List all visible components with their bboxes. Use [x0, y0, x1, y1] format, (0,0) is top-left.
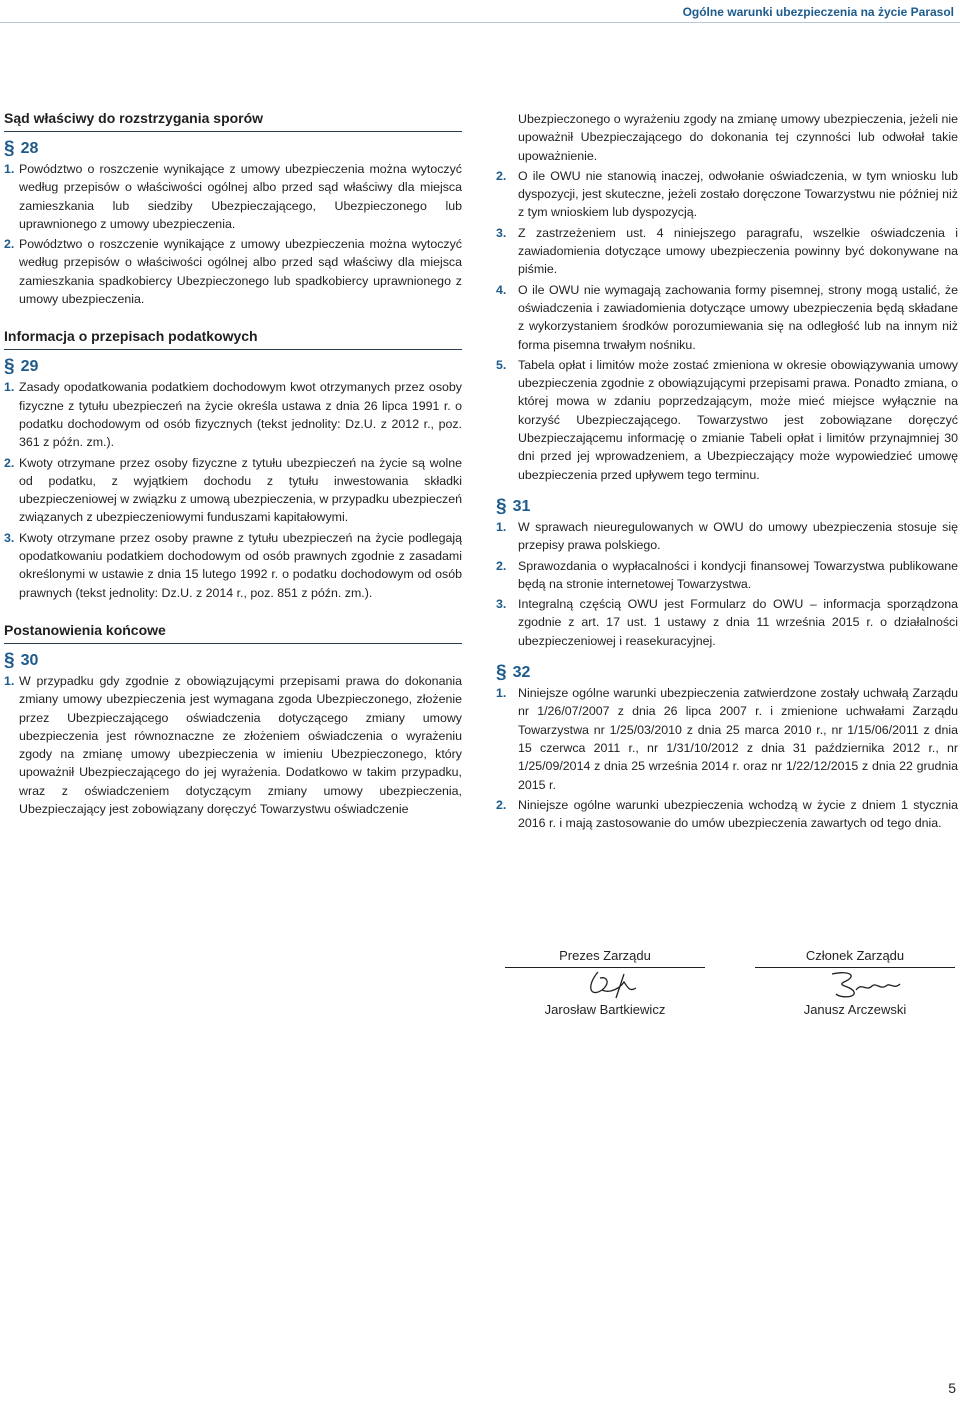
- paragraph-number: 29: [20, 358, 39, 376]
- list-item: [496, 167, 958, 222]
- list-item: [496, 356, 958, 484]
- list-item: [496, 224, 958, 279]
- left-column: [4, 110, 462, 818]
- list-item-continuation: [496, 110, 958, 165]
- item-number: 2.: [4, 455, 15, 470]
- paragraph-number: 31: [512, 497, 531, 515]
- item-text: Powództwo o roszczenie wynikające z umowy ubezpieczenia można wytoczyć według przepisów o właściwości ogólnej albo przed sąd właściwy dla miejsca zamieszkania spadkobiercy Ubezpieczonego lub spadkobiercy uprawnionego z umowy ubezpieczenia.: [19, 237, 462, 307]
- section-sign-icon: §: [4, 356, 15, 378]
- paragraph-number: 30: [20, 651, 39, 669]
- paragraph-28-heading: [4, 138, 462, 160]
- item-text: O ile OWU nie wymagają zachowania formy pisemnej, strony mogą ustalić, że oświadczenia i zawiadomienia dotyczące umowy ubezpieczenia będą składane z wykorzystaniem środków porozumiewania się na odległość lub na innym niż forma pisemna trwałym nośniku.: [518, 282, 958, 352]
- list-item: [4, 378, 462, 451]
- item-text: Niniejsze ogólne warunki ubezpieczenia zatwierdzone zostały uchwałą Zarządu nr 1/26/07/2007 z dnia 26 lipca 2007 r. i zmienione uchwałami Zarządu Towarzystwa nr 1/25/03/2010 z dnia 25 marca 2010 r., nr 1/15/06/2011 z dnia 15 czerwca 2011 r., nr 1/31/10/2012 z dnia 31 października 2012 r., nr 1/25/09/2014 z dnia 25 września 2014 r. oraz nr 1/22/12/2015 z dnia 22 grudnia 2015 r.: [518, 686, 958, 792]
- item-number: 2.: [4, 237, 15, 252]
- item-number: 3.: [496, 225, 507, 240]
- item-text: Kwoty otrzymane przez osoby fizyczne z tytułu ubezpieczeń na życie są wolne od podatku, z wyjątkiem dochodu z tytułu inwestowania składki ubezpieczeniowej w związku z umową ubezpieczenia, w przypadku ubezpieczeń związanych z ubezpieczeniowymi funduszami kapitałowymi.: [19, 455, 462, 525]
- list-item: [496, 595, 958, 650]
- item-text: Zasady opodatkowania podatkiem dochodowym kwot otrzymanych przez osoby fizyczne z tytułu ubezpieczeń na życie określa ustawa z dnia 26 lipca 1991 r. o podatku dochodowym od osób fizycznych (tekst jednolity: Dz.U. z 2012 r., poz. 361 z późn. zm.).: [19, 380, 462, 450]
- signature-name: Jarosław Bartkiewicz: [544, 1002, 666, 1017]
- list-item: [4, 454, 462, 527]
- signature-block-president: [490, 948, 720, 1017]
- item-number: 3.: [496, 597, 507, 612]
- item-number: 1.: [496, 686, 507, 701]
- section-sign-icon: §: [496, 495, 507, 517]
- item-number: 2.: [496, 558, 507, 573]
- list-item: [4, 235, 462, 308]
- list-item: [496, 796, 958, 833]
- section-title-final: Postanowienia końcowe: [4, 622, 462, 644]
- item-text: Tabela opłat i limitów może zostać zmieniona w okresie obowiązywania umowy ubezpieczenia zgodnie z obowiązującymi przepisami prawa. Ponadto zmiana, o której mowa w zdaniu poprzedzającym, może mieć miejsce wyłącznie na korzyść Ubezpieczającego. Towarzystwo jest zobowiązane doręczyć Ubezpieczającemu informację o zmianie Tabeli opłat i limitów przynajmniej 30 dni przed jej wprowadzeniem, a Ubezpieczający może wypowiedzieć umowę ubezpieczenia przed upływem tego terminu.: [518, 357, 958, 482]
- section-title-jurisdiction: Sąd właściwy do rozstrzygania sporów: [4, 110, 462, 132]
- item-text: Niniejsze ogólne warunki ubezpieczenia wchodzą w życie z dniem 1 stycznia 2016 r. i mają zastosowanie do umów ubezpieczenia zawartych od tego dnia.: [518, 797, 958, 831]
- signature-name: Janusz Arczewski: [803, 1002, 907, 1017]
- signature-role: Członek Zarządu: [805, 948, 905, 963]
- item-text: O ile OWU nie stanowią inaczej, odwołanie oświadczenia, w tym wniosku lub dyspozycji, jest skuteczne, jeżeli zostało doręczone Towarzystwu nie później niż z tym wnioskiem lub dyspozycją.: [518, 168, 958, 220]
- item-number: 2.: [496, 168, 507, 183]
- handwritten-signature: [740, 968, 960, 1002]
- list-item: [4, 529, 462, 602]
- paragraph-32-heading: [496, 662, 958, 684]
- paragraph-number: 28: [20, 140, 39, 157]
- item-text: Sprawozdania o wypłacalności i kondycji finansowej Towarzystwa publikowane będą na stronie internetowej Towarzystwa.: [518, 558, 958, 591]
- item-text: W przypadku gdy zgodnie z obowiązującymi przepisami prawa do dokonania zmiany umowy ubezpieczenia jest wymagana zgoda Ubezpieczonego, złożenie przez Ubezpieczającego oświadczenia dotyczącego zmiany umowy ubezpieczenia jest równoznaczne ze złożeniem oświadczenia o wyrażeniu zgody na zmianę umowy ubezpieczenia w imieniu Ubezpieczonego, który upoważnił Ubezpieczającego do jej wyrażenia. Dodatkowo w takim przypadku, wraz z oświadczeniem dotyczącym zmiany umowy ubezpieczenia, Ubezpieczający jest zobowiązany doręczyć Towarzystwu oświadczenie: [19, 673, 462, 817]
- signature-icon: [490, 968, 720, 1002]
- section-sign-icon: §: [4, 138, 15, 159]
- signature-block-board-member: [740, 948, 960, 1017]
- item-number: 1.: [4, 162, 15, 176]
- handwritten-signature: [490, 968, 720, 1002]
- item-text: Ubezpieczonego o wyrażeniu zgody na zmianę umowy ubezpieczenia, jeżeli nie upoważnił Ubezpieczającego do dokonania tej czynności lub odwołał takie upoważnienie.: [518, 112, 958, 163]
- header-divider: [0, 22, 960, 23]
- item-number: 1.: [4, 380, 15, 395]
- section-sign-icon: §: [4, 649, 15, 671]
- paragraph-29-heading: [4, 356, 462, 378]
- item-number: 5.: [496, 357, 507, 372]
- list-item: [4, 672, 462, 818]
- section-sign-icon: §: [496, 662, 507, 684]
- header-title: [683, 5, 954, 19]
- paragraph-number: 32: [512, 664, 531, 682]
- list-item: [496, 684, 958, 794]
- item-text: Powództwo o roszczenie wynikające z umowy ubezpieczenia można wytoczyć według przepisów o właściwości ogólnej albo przed sąd właściwy dla miejsca zamieszkania lub siedziby Ubezpieczającego, Ubezpieczonego lub uprawnionego z umowy ubezpieczenia.: [19, 162, 462, 231]
- page-number: 5: [948, 1380, 956, 1396]
- item-text: Z zastrzeżeniem ust. 4 niniejszego paragrafu, wszelkie oświadczenia i zawiadomienia dotyczące umowy ubezpieczenia powinny być dokonywane na piśmie.: [518, 225, 958, 277]
- item-number: 3.: [4, 530, 15, 545]
- right-column: [496, 110, 958, 832]
- list-item: [496, 557, 958, 594]
- header-doc-title: Ogólne warunki ubezpieczenia na życie: [682, 5, 908, 19]
- signature-icon: [740, 968, 960, 1002]
- list-item: [496, 518, 958, 555]
- item-number: 1.: [496, 519, 507, 534]
- item-number: 2.: [496, 797, 507, 812]
- item-text: W sprawach nieuregulowanych w OWU do umowy ubezpieczenia stosuje się przepisy prawa polskiego.: [518, 519, 958, 553]
- signature-role: Prezes Zarządu: [559, 948, 651, 963]
- page-header: [0, 0, 960, 24]
- section-title-tax: Informacja o przepisach podatkowych: [4, 328, 462, 350]
- list-item: [4, 160, 462, 233]
- item-text: Integralną częścią OWU jest Formularz do OWU – informacja sporządzona zgodnie z art. 17 ust. 1 ustawy z dnia 11 września 2015 r. o działalności ubezpieczeniowej i reasekuracyjnej.: [518, 597, 958, 648]
- item-text: Kwoty otrzymane przez osoby prawne z tytułu ubezpieczeń na życie podlegają opodatkowaniu podatkiem dochodowym od osób prawnych zgodnie z zasadami określonymi w ustawie z dnia 15 lutego 1992 r. o podatku dochodowym od osób prawnych (tekst jednolity: Dz.U. z 2014 r., poz. 851 z późn. zm.).: [19, 530, 462, 600]
- item-number: 1.: [4, 673, 15, 688]
- paragraph-30-heading: [4, 650, 462, 672]
- paragraph-31-heading: [496, 496, 958, 518]
- header-brand: Parasol: [910, 5, 954, 19]
- list-item: [496, 281, 958, 354]
- item-number: 4.: [496, 282, 507, 297]
